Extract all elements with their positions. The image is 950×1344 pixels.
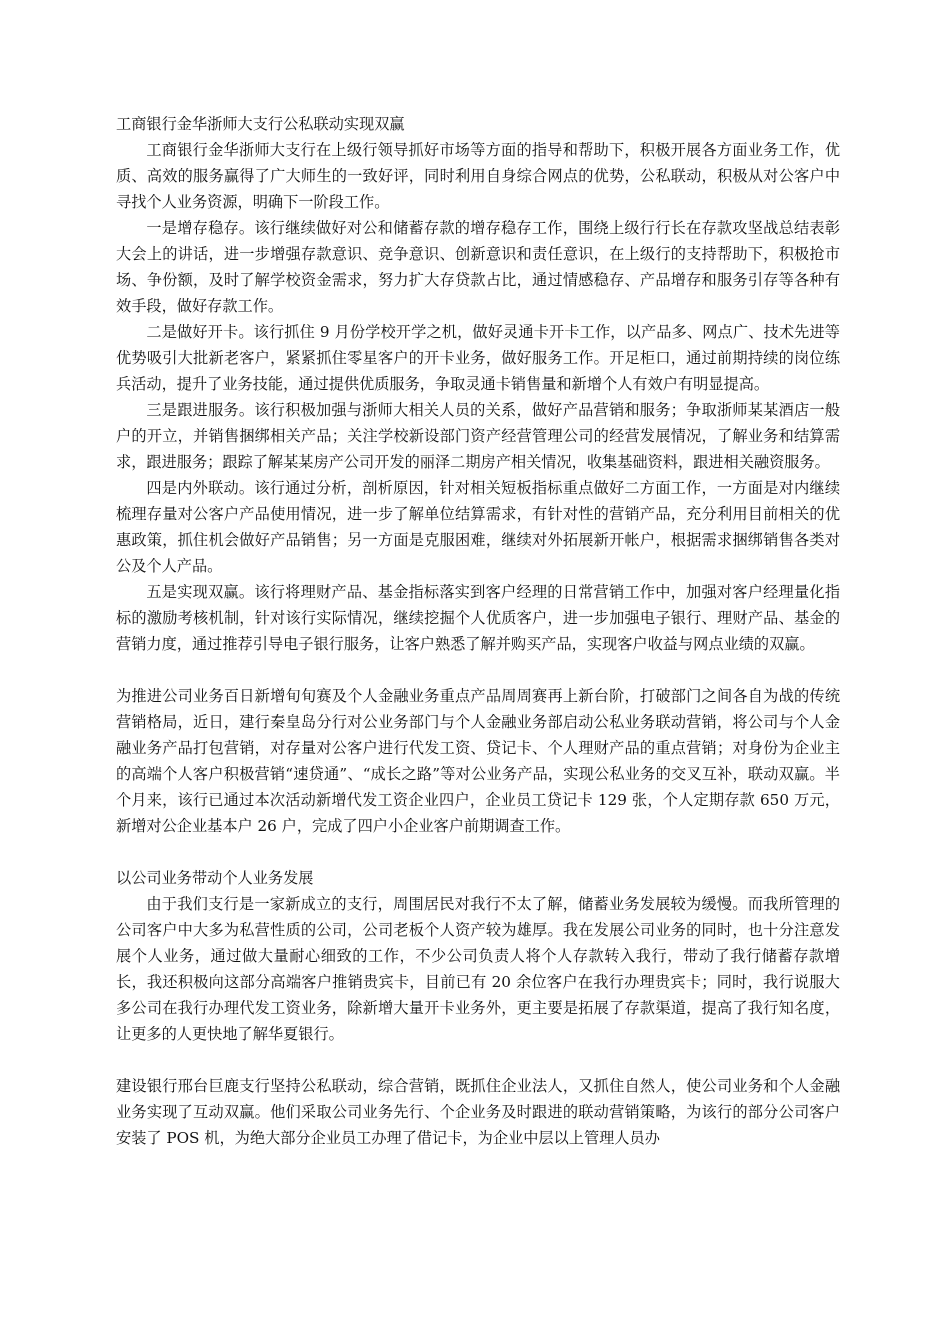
section-spacer [116,839,840,865]
paragraph: 四是内外联动。该行通过分析，剖析原因，针对相关短板指标重点做好二方面工作，一方面是对内继续梳理存量对公客户产品使用情况，进一步了解单位结算需求，有针对性的营销产品，充分利用目前相关的优惠政策，抓住机会做好产品销售；另一方面是克服困难，继续对外拓展新开帐户，根据需求捆绑销售各类对公及个人产品。 [116,479,840,575]
document-page [116,111,840,1151]
paragraph: 五是实现双赢。该行将理财产品、基金指标落实到客户经理的日常营销工作中，加强对客户经理量化指标的激励考核机制，针对该行实际情况，继续挖掘个人优质客户，进一步加强电子银行、理财产品、基金的营销力度，通过推荐引导电子银行服务，让客户熟悉了解并购买产品，实现客户收益与网点业绩的双赢。 [116,583,840,653]
article-ccb-qinhuangdao [116,683,840,839]
paragraph: 工商银行金华浙师大支行在上级行领导抓好市场等方面的指导和帮助下，积极开展各方面业务工作，优质、高效的服务赢得了广大师生的一致好评，同时利用自身综合网点的优势，公私联动，积极从对公客户中寻找个人业务资源，明确下一阶段工作。 [116,141,840,211]
paragraph: 建设银行邢台巨鹿支行坚持公私联动，综合营销，既抓住企业法人，又抓住自然人，使公司业务和个人金融业务实现了互动双赢。他们采取公司业务先行、个企业务及时跟进的联动营销策略，为该行的部分公司客户安装了 POS 机，为绝大部分企业员工办理了借记卡，为企业中层以上管理人员办 [116,1077,840,1147]
article-corporate-drives-personal [116,865,840,1047]
paragraph: 二是做好开卡。该行抓住 9 月份学校开学之机，做好灵通卡开卡工作，以产品多、网点广、技术先进等优势吸引大批新老客户，紧紧抓住零星客户的开卡业务，做好服务工作。开足柜口，通过前期持续的岗位练兵活动，提升了业务技能，通过提供优质服务，争取灵通卡销售量和新增个人有效户有明显提高。 [116,323,840,393]
paragraph: 一是增存稳存。该行继续做好对公和储蓄存款的增存稳存工作，围绕上级行行长在存款攻坚战总结表彰大会上的讲话，进一步增强存款意识、竞争意识、创新意识和责任意识，在上级行的支持帮助下，积极抢市场、争份额，及时了解学校资金需求，努力扩大存贷款占比，通过情感稳存、产品增存和服务引存等各种有效手段，做好存款工作。 [116,219,840,315]
article-title: 工商银行金华浙师大支行公私联动实现双赢 [116,115,405,133]
article-icbc-jinhua [116,111,840,657]
article-ccb-julu [116,1073,840,1151]
paragraph: 三是跟进服务。该行积极加强与浙师大相关人员的关系，做好产品营销和服务；争取浙师某某酒店一般户的开立，并销售捆绑相关产品；关注学校新设部门资产经营管理公司的经营发展情况，了解业务和结算需求，跟进服务；跟踪了解某某房产公司开发的丽泽二期房产相关情况，收集基础资料，跟进相关融资服务。 [116,401,840,471]
article-title: 以公司业务带动个人业务发展 [116,869,314,887]
paragraph: 为推进公司业务百日新增旬旬赛及个人金融业务重点产品周周赛再上新台阶，打破部门之间各自为战的传统营销格局，近日，建行秦皇岛分行对公业务部门与个人金融业务部启动公私业务联动营销，将公司与个人金融业务产品打包营销，对存量对公客户进行代发工资、贷记卡、个人理财产品的重点营销；对身份为企业主的高端个人客户积极营销“速贷通”、“成长之路”等对公业务产品，实现公私业务的交叉互补，联动双赢。半个月来，该行已通过本次活动新增代发工资企业四户，企业员工贷记卡 129 张，个人定期存款 650 万元，新增对公企业基本户 26 户，完成了四户小企业客户前期调查工作。 [116,687,840,835]
paragraph: 由于我们支行是一家新成立的支行，周围居民对我行不太了解，储蓄业务发展较为缓慢。而我所管理的公司客户中大多为私营性质的公司，公司老板个人资产较为雄厚。我在发展公司业务的同时，也十分注意发展个人业务，通过做大量耐心细致的工作，不少公司负责人将个人存款转入我行，带动了我行储蓄存款增长，我还积极向这部分高端客户推销贵宾卡，目前已有 20 余位客户在我行办理贵宾卡；同时，我行说服大多公司在我行办理代发工资业务，除新增大量开卡业务外，更主要是拓展了存款渠道，提高了我行知名度，让更多的人更快地了解华夏银行。 [116,895,840,1043]
section-spacer [116,1047,840,1073]
section-spacer [116,657,840,683]
